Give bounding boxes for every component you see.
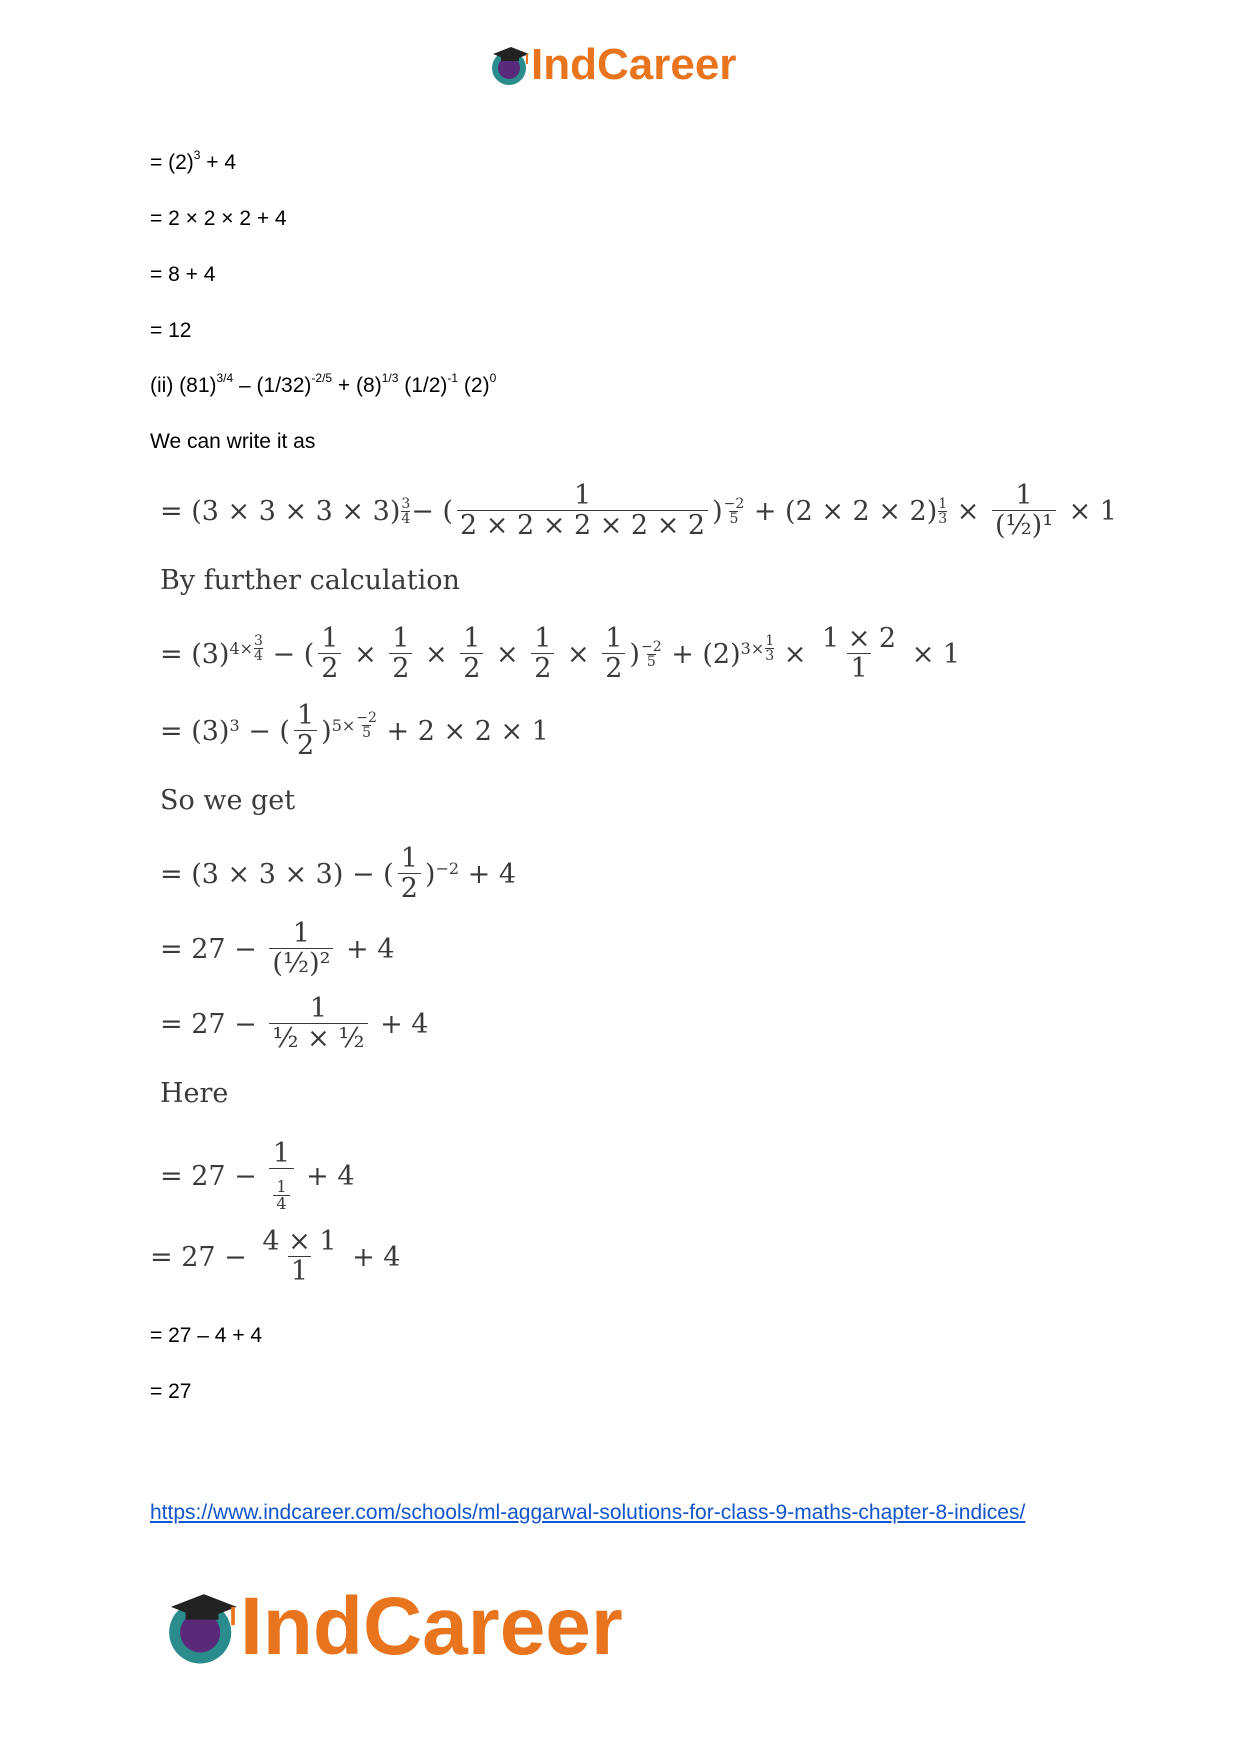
footer-logo: [160, 1580, 623, 1674]
graduation-cap-globe-icon: [487, 42, 533, 88]
final-line-2: = 27: [150, 1380, 192, 1403]
exponent-fraction: $\frac{-2}{5}$: [723, 496, 745, 528]
source-link[interactable]: https://www.indcareer.com/schools/ml-aggarwal-solutions-for-class-9-maths-chapter-8-indices/: [150, 1501, 1026, 1524]
fraction-half: $\frac{1}{2}$: [318, 625, 341, 684]
math-line-8: = 27 − $\frac{4 \times 1}{1}$ + 4: [150, 1226, 401, 1288]
header-logo: [487, 40, 736, 90]
intro-text: We can write it as: [150, 430, 316, 453]
graduation-cap-globe-icon: [160, 1585, 244, 1669]
math-line-5: = 27 − $\frac{1}{\text{(½)²}}$ + 4: [160, 918, 395, 980]
math-line-6: = 27 − $\frac{1}{\text{½ × ½}}$ + 4: [160, 993, 429, 1055]
fraction-half: $\frac{1}{2}$: [531, 625, 554, 684]
fraction-half: $\frac{1}{2}$: [460, 625, 483, 684]
exponent-fraction: $\frac{3}{4}$: [401, 496, 411, 528]
fraction: $\frac{1 \times 2}{1}$: [821, 623, 897, 685]
fraction-half: $\frac{1}{2}$: [602, 625, 625, 684]
math-line-3: = (3) 3 − ( $\frac{1}{2}$ ) 5× $\frac{-2}{5}$ + 2 × 2 × 1: [160, 700, 549, 762]
fraction: $\frac{1}{2 \times 2 \times 2 \times 2 \times 2}$: [457, 482, 708, 541]
math-line-7: = 27 − $\frac{1}{\frac{1}{4}}$ + 4: [160, 1138, 355, 1214]
math-line-4: = (3 × 3 × 3) − ( $\frac{1}{2}$ ) −2 + 4: [160, 843, 517, 905]
step-line-3: = 8 + 4: [150, 263, 216, 286]
math-text-so-we-get: So we get: [160, 785, 296, 816]
step-line-2: = 2 × 2 × 2 + 4: [150, 207, 287, 230]
header-logo-text: IndCareer: [531, 40, 737, 89]
math-line-1: = (3 × 3 × 3 × 3) $\frac{3}{4}$ − ( $\frac{1}{2 \times 2 \times 2 \times 2 \times 2}$ ) $\frac{-2}{5}$ + (2 × 2 × 2) $\frac{1}{3}$ × $\frac{1}{\text{(½)¹}}$ × 1: [160, 480, 1117, 542]
fraction-half: $\frac{1}{2}$: [389, 625, 412, 684]
final-line-1: = 27 – 4 + 4: [150, 1324, 263, 1347]
question-ii: (ii) $(81)^{3/4} - (1/32)^{-2/5} + (8)^{1/3}$ $(1/2)^{-1}$ $(2)^0$: [150, 371, 497, 397]
exponent-fraction: $\frac{1}{3}$: [938, 496, 948, 528]
math-text-further: By further calculation: [160, 565, 460, 596]
footer-logo-text: IndCareer: [240, 1581, 623, 1672]
step-line-4: = 12: [150, 319, 192, 342]
math-line-2: = (3) 4× $\frac{3}{4}$ − ( $\frac{1}{2}$ × $\frac{1}{2}$ × $\frac{1}{2}$ × $\frac{1}{2}$ × $\frac{1}{2}$ ) $\frac{-2}{5}$ + (2) 3× $\frac{1}{3}$ × $\frac{1 \times 2}{1}$ × 1: [160, 623, 961, 685]
fraction: $\frac{1}{\text{(½)¹}}$: [992, 482, 1056, 541]
math-text-here: Here: [160, 1078, 229, 1109]
step-line-1: = $(2)^3 + 4$: [150, 148, 237, 174]
